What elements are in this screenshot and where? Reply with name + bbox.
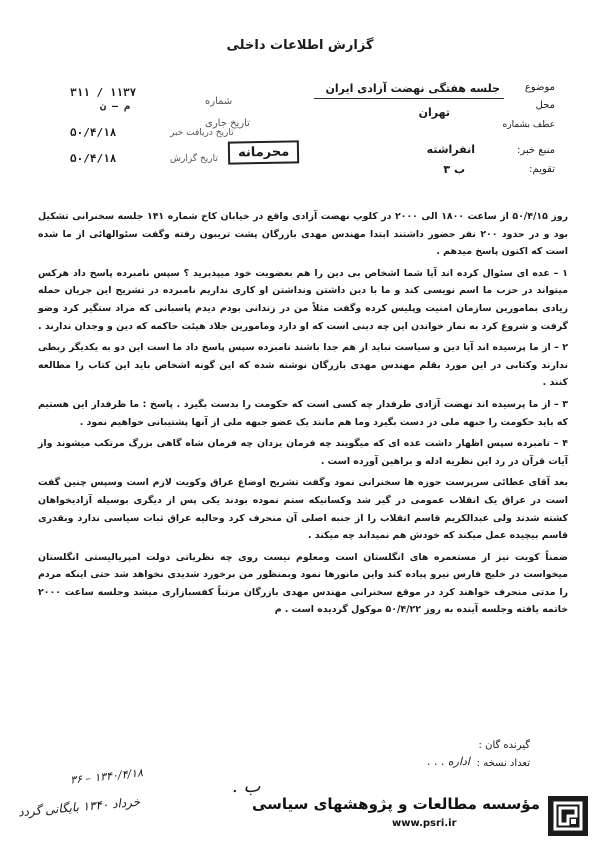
psri-logo-icon (548, 796, 588, 836)
receive-date: ۵۰/۴/۱۸ (70, 126, 117, 139)
body-paragraph-4: ۴ – نامبرده سپس اظهار داشت عده ای که میگویند چه فرمان یزدان چه فرمان شاه گاهی بزرگ مرتکب میشوند واز آیات قرآن در رد این نظریه ادله و براهین آورده است . (38, 438, 568, 467)
footer-org-name: مؤسسه مطالعات و پژوهشهای سیاسی (251, 795, 540, 813)
officer-signature: ب . (232, 776, 261, 797)
body-paragraph-3: ۳ – از ما پرسیده اند نهضت آزادی طرفدار چه کسی است که حکومت را بدست بگیرد . پاسخ : ما طرفدار این هستیم که باید حکومت را جبهه ملی در دست بگیرد وما هم مانند یک عضو جبهه ملی از آنها پشتیبانی خواهیم نمود . (38, 398, 568, 428)
handwritten-note-archive: خرداد ۱۳۴۰ بایگانی گردد (17, 794, 141, 820)
evaluation-value: ب ۳ (443, 163, 465, 176)
body-paragraph-6: ضمناً کویت نیز از مستعمره های انگلستان است ومعلوم نیست روی چه نظریاتی دولت امپریالیستی انگلستان میخواست در خلیج فارس نیرو پیاده کند واین مانورها نمود وبمنظور من برخورد شدیدی نخواهد شد حتی اینکه مردم را مدتی منحرف خواهند کرد در موقع سخنرانی مهندس مهدی بازرگان مرتباً کفسبازاری میشد وجلسه ساعت ۲۰۰۰ خاتمه یافته وجلسه آینده به روز ۵۰/۴/۲۲ موکول گردیده است . م (38, 551, 568, 616)
subject-label: موضوع (524, 82, 555, 93)
receive-date-label: تاریخ دریافت خبر (170, 128, 234, 138)
source-value: انفراشته (426, 143, 475, 156)
copies-value: اداره . . . (426, 755, 470, 768)
source-label: منبع خبر: (517, 145, 555, 156)
handwritten-note-date: ۱۳۴۰/۴/۱۸ – ۳۶ (69, 766, 144, 787)
place-value: تهران (418, 106, 450, 119)
body-paragraph-5: بعد آقای عطائی سرپرست حوزه ها سخنرانی نمود وگفت تشریح اوضاع عراق وکویت لازم است وسپس چنین گفت است در عراق یک انقلاب عمومی در گیر شد وکسانیکه ستم نموده بودند یکی پس از دیگری بوسیله آزادیخواهان کشته شدند ولی عبدالکریم قاسم انقلاب را از جنبه اصلی آن منحرف کرد وحالیه عراق ثبات سیاسی ندارد وبقدری قاسم بیچیده عمل میکند که خودش هم نمیداند چه میکند . (38, 477, 568, 542)
attachment-label: عطف بشماره (502, 120, 555, 130)
reference-sub: م – ن (100, 101, 131, 112)
current-date-label: تاریخ جاری (205, 118, 250, 129)
copies-label: تعداد نسخه : (476, 758, 530, 769)
body-paragraph-intro: روز ۵۰/۴/۱۵ از ساعت ۱۸۰۰ الی ۲۰۰۰ در کلوپ نهضت آزادی واقع در خیابان کاخ شماره ۱۴۱ جلسه سخنرانی تشکیل بود و در حدود ۲۰۰ نفر حضور داشتند ابتدا مهندس مهدی بازرگان پشت تریبون رفته وگفت سئوالهائی از ما شده است که اکنون پاسخ میدهم . (38, 211, 568, 258)
footer-url[interactable]: www.psri.ir (392, 818, 457, 829)
reference-number: ۳۱۱ / ۱۱۳۷ (70, 86, 137, 99)
number-label: شماره (205, 96, 233, 107)
subject-value: جلسه هفتگی نهضت آزادی ایران (325, 82, 500, 95)
place-label: محل (535, 100, 555, 111)
report-body (38, 208, 568, 619)
body-paragraph-2: ۲ – از ما پرسیده اند آیا دین و سیاست نباید از هم جدا باشند نامبرده سپس پاسخ داد ما است این دو به یکدیگر ربطی ندارند وکتابی در این مورد بقلم مهندس مهدی بازرگان نوشته شده که این گونه اشخاص باید این کتاب را مطالعه کنند . (38, 342, 568, 389)
evaluation-label: تقویم: (529, 164, 555, 175)
recipients-label: گیرنده گان : (478, 740, 530, 751)
body-paragraph-1: ۱ – عده ای سئوال کرده اند آیا شما اشخاص بی دین را هم بعضویت خود میپذیرید ؟ سپس نامبرده پاسخ داد هرکس میتواند در حزب ما اسم نویسی کند و ما با دین داشتن ونداشتن او کاری نداریم نامبرده در تشریح این جریان حمله زیادی بمامورین سازمان امنیت وپلیس کرده وگفت مثلاً من در زندانی بودم دیدم پاسبانی که مراد ستگیر کرد وضو گرفت و شروع کرد به نماز خواندن این چه دینی است که او دارد ومامورین جلاد هیئت حاکمه که دین و وجدان ندارند . (38, 267, 568, 332)
classification-stamp: محرمانه (228, 140, 300, 164)
report-title: گزارش اطلاعات داخلی (226, 38, 374, 53)
report-date-label: تاریخ گزارش (170, 154, 218, 164)
report-date: ۵۰/۴/۱۸ (70, 152, 117, 165)
